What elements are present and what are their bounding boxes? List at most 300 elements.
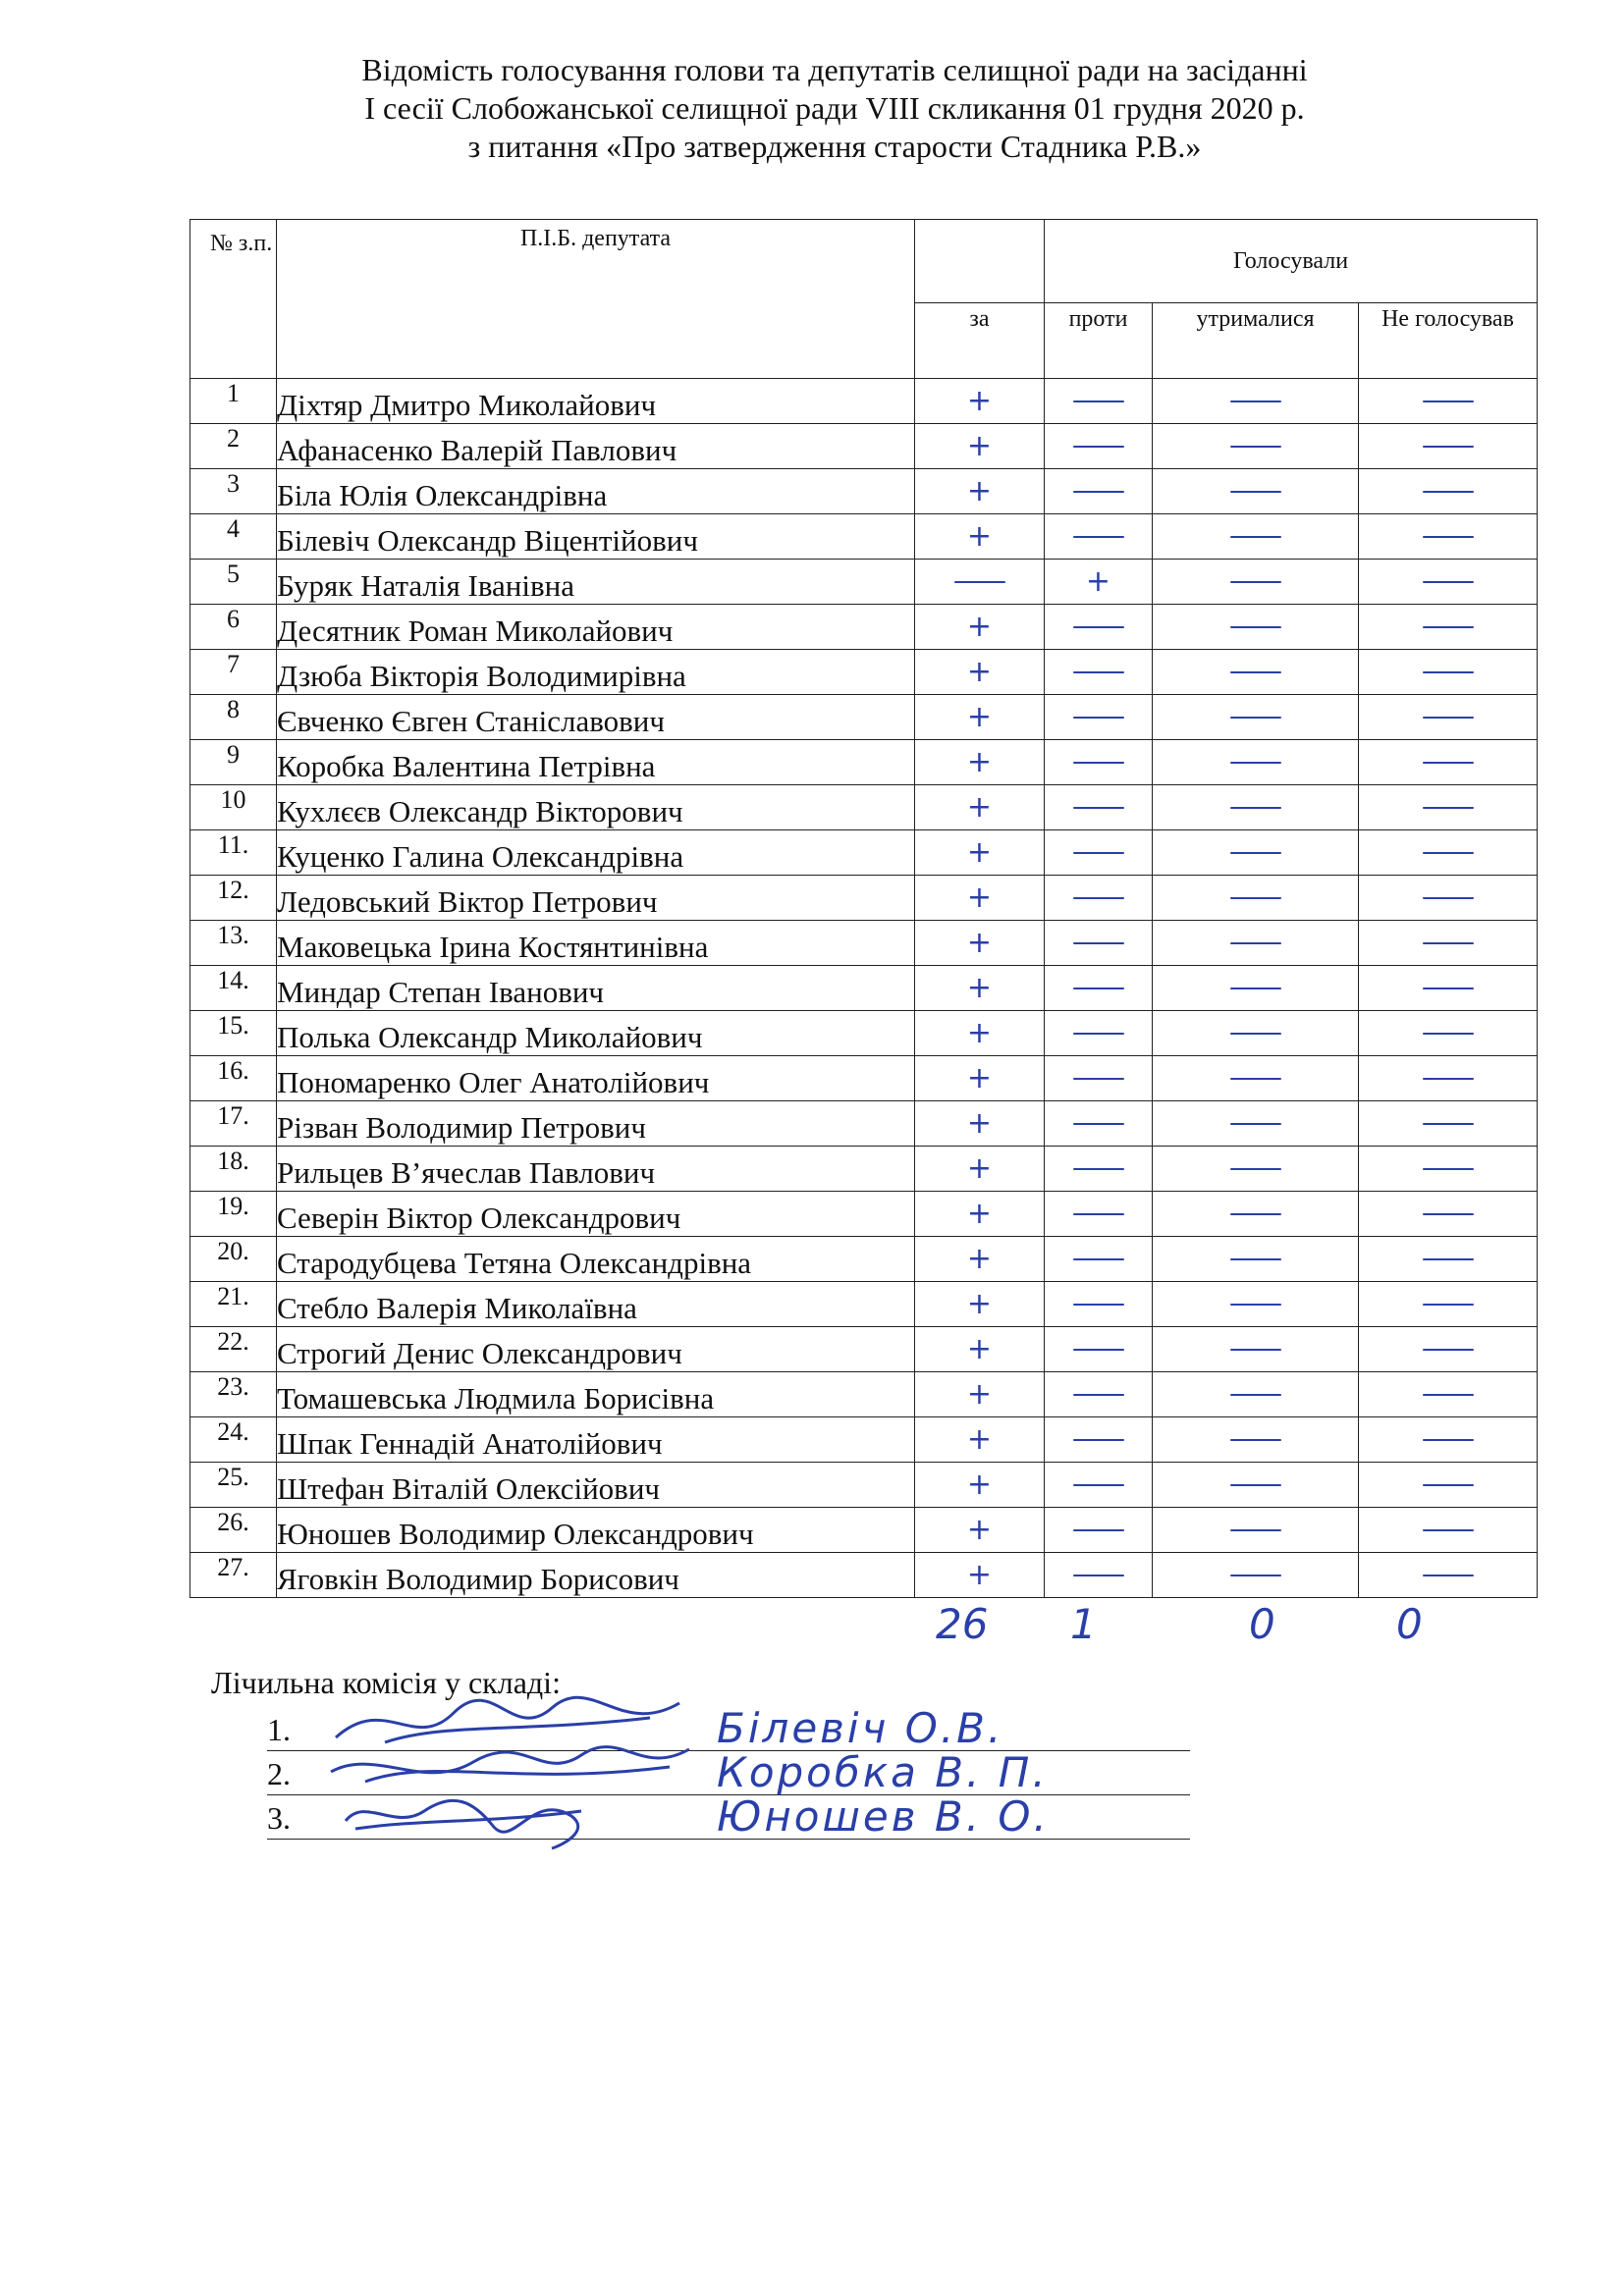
dash-mark-icon [1423,491,1474,493]
dash-mark-icon [1073,536,1124,538]
row-number: 22. [190,1327,277,1372]
header-for: за [915,303,1045,379]
plus-mark-icon: + [966,384,993,418]
dash-mark-icon [1073,671,1124,673]
vote-cell-novote [1359,876,1538,921]
dash-mark-icon [1230,1484,1281,1486]
dash-mark-icon [1423,446,1474,448]
signature-name: Юношев В. О. [717,1792,1050,1841]
vote-cell-against [1045,876,1153,921]
dash-mark-icon [1073,446,1124,448]
table-row [190,1372,1538,1417]
table-row [190,740,1538,785]
vote-cell-abstain [1153,1237,1359,1282]
table-row [190,1147,1538,1192]
vote-cell-novote [1359,1327,1538,1372]
dash-mark-icon [1073,1123,1124,1125]
dash-mark-icon [1423,671,1474,673]
table-row [190,1553,1538,1598]
dash-mark-icon [1230,1349,1281,1351]
row-number: 9 [190,740,277,785]
dash-mark-icon [1423,1349,1474,1351]
dash-mark-icon [1073,1304,1124,1306]
table-row [190,1282,1538,1327]
table-row [190,1508,1538,1553]
vote-cell-novote [1359,1192,1538,1237]
dash-mark-icon [1073,942,1124,944]
dash-mark-icon [1423,942,1474,944]
vote-cell-for [915,1192,1045,1237]
vote-cell-novote [1359,830,1538,876]
dash-mark-icon [1073,1575,1124,1576]
dash-mark-icon [1423,626,1474,628]
heading-line-3: з питання «Про затвердження старости Стадника Р.В.» [467,129,1202,164]
dash-mark-icon [1230,762,1281,764]
vote-cell-for [915,379,1045,424]
vote-cell-novote [1359,469,1538,514]
row-number: 21. [190,1282,277,1327]
vote-cell-abstain [1153,424,1359,469]
vote-cell-novote [1359,1553,1538,1598]
vote-cell-novote [1359,740,1538,785]
vote-cell-against [1045,1192,1153,1237]
row-number: 2 [190,424,277,469]
vote-cell-for [915,695,1045,740]
vote-cell-for [915,876,1045,921]
dash-mark-icon [1230,1123,1281,1125]
vote-cell-novote [1359,1011,1538,1056]
vote-cell-novote [1359,1282,1538,1327]
dash-mark-icon [1230,1439,1281,1441]
plus-mark-icon: + [966,655,993,689]
vote-cell-abstain [1153,921,1359,966]
dash-mark-icon [954,581,1005,583]
header-against: проти [1045,303,1153,379]
plus-mark-icon: + [966,1197,993,1231]
plus-mark-icon: + [966,1242,993,1276]
vote-cell-against [1045,830,1153,876]
dash-mark-icon [1230,671,1281,673]
vote-cell-against [1045,1282,1153,1327]
row-number: 6 [190,605,277,650]
vote-cell-novote [1359,1237,1538,1282]
plus-mark-icon: + [966,1106,993,1141]
row-number: 4 [190,514,277,560]
plus-mark-icon: + [966,1468,993,1502]
dash-mark-icon [1423,1033,1474,1035]
deputy-name: Полька Олександр Миколайович [277,1011,915,1056]
table-row [190,1327,1538,1372]
deputy-name: Євченко Євген Станіславович [277,695,915,740]
dash-mark-icon [1073,1078,1124,1080]
table-row [190,1011,1538,1056]
dash-mark-icon [1230,1575,1281,1576]
deputy-name: Северін Віктор Олександрович [277,1192,915,1237]
document-heading [196,51,1473,166]
vote-cell-novote [1359,1508,1538,1553]
total-abstain: 0 [1249,1600,1275,1648]
deputy-name: Коробка Валентина Петрівна [277,740,915,785]
vote-cell-for [915,1508,1045,1553]
vote-cell-against [1045,560,1153,605]
dash-mark-icon [1073,1484,1124,1486]
deputy-name: Штефан Віталій Олексійович [277,1463,915,1508]
vote-cell-for [915,1372,1045,1417]
plus-mark-icon: + [966,1332,993,1366]
deputy-name: Кухлєєв Олександр Вікторович [277,785,915,830]
dash-mark-icon [1073,717,1124,719]
plus-mark-icon: + [966,1377,993,1412]
vote-cell-novote [1359,1056,1538,1101]
deputy-name: Стародубцева Тетяна Олександрівна [277,1237,915,1282]
table-row [190,650,1538,695]
table-row [190,1101,1538,1147]
dash-mark-icon [1230,807,1281,809]
vote-cell-against [1045,379,1153,424]
vote-cell-abstain [1153,876,1359,921]
table-row [190,785,1538,830]
vote-cell-abstain [1153,1372,1359,1417]
header-abstain: утрималися [1153,303,1359,379]
vote-cell-abstain [1153,1192,1359,1237]
header-voted: Голосували [1045,220,1538,303]
vote-cell-abstain [1153,1056,1359,1101]
dash-mark-icon [1073,1394,1124,1396]
dash-mark-icon [1423,1078,1474,1080]
row-number: 27. [190,1553,277,1598]
header-number: № з.п. [190,220,277,379]
deputy-name: Афанасенко Валерій Павлович [277,424,915,469]
row-number: 18. [190,1147,277,1192]
row-number: 3 [190,469,277,514]
dash-mark-icon [1423,988,1474,989]
vote-cell-against [1045,1508,1153,1553]
total-not-voted: 0 [1396,1600,1423,1648]
vote-cell-novote [1359,1147,1538,1192]
commission-label: Лічильна комісія у складі: [211,1665,561,1700]
dash-mark-icon [1230,581,1281,583]
dash-mark-icon [1230,852,1281,854]
dash-mark-icon [1423,1123,1474,1125]
row-number: 11. [190,830,277,876]
heading-line-2: І сесії Слобожанської селищної ради VIII скликання 01 грудня 2020 р. [364,90,1305,126]
table-row [190,1192,1538,1237]
dash-mark-icon [1073,762,1124,764]
plus-mark-icon: + [966,1287,993,1321]
table-row [190,876,1538,921]
dash-mark-icon [1073,1439,1124,1441]
vote-cell-abstain [1153,379,1359,424]
vote-cell-abstain [1153,1147,1359,1192]
vote-cell-against [1045,1463,1153,1508]
vote-cell-against [1045,650,1153,695]
plus-mark-icon: + [966,790,993,825]
dash-mark-icon [1423,1304,1474,1306]
row-number: 14. [190,966,277,1011]
table-row [190,1463,1538,1508]
deputy-name: Стебло Валерія Миколаївна [277,1282,915,1327]
dash-mark-icon [1423,762,1474,764]
vote-cell-against [1045,966,1153,1011]
plus-mark-icon: + [966,926,993,960]
plus-mark-icon: + [966,519,993,554]
vote-cell-abstain [1153,966,1359,1011]
deputy-name: Біла Юлія Олександрівна [277,469,915,514]
row-number: 10 [190,785,277,830]
table-row [190,1417,1538,1463]
vote-cell-against [1045,921,1153,966]
dash-mark-icon [1073,1213,1124,1215]
vote-cell-abstain [1153,1417,1359,1463]
signature-number: 2. [267,1756,291,1791]
plus-mark-icon: + [966,881,993,915]
table-row [190,379,1538,424]
vote-cell-abstain [1153,469,1359,514]
vote-cell-abstain [1153,1011,1359,1056]
vote-cell-novote [1359,1372,1538,1417]
table-row [190,424,1538,469]
vote-cell-against [1045,1417,1153,1463]
dash-mark-icon [1073,400,1124,402]
plus-mark-icon: + [966,1061,993,1095]
row-number: 19. [190,1192,277,1237]
dash-mark-icon [1073,897,1124,899]
header-blank [915,220,1045,303]
dash-mark-icon [1073,1168,1124,1170]
signature-name: Білевіч О.В. [717,1704,1004,1752]
dash-mark-icon [1230,1033,1281,1035]
row-number: 12. [190,876,277,921]
vote-cell-for [915,560,1045,605]
dash-mark-icon [1230,491,1281,493]
vote-cell-against [1045,785,1153,830]
vote-cell-novote [1359,966,1538,1011]
vote-cell-for [915,605,1045,650]
vote-cell-against [1045,1327,1153,1372]
dash-mark-icon [1423,536,1474,538]
dash-mark-icon [1423,717,1474,719]
dash-mark-icon [1423,807,1474,809]
table-row [190,560,1538,605]
table-row [190,1237,1538,1282]
deputy-name: Буряк Наталія Іванівна [277,560,915,605]
dash-mark-icon [1230,897,1281,899]
table-row [190,469,1538,514]
deputy-name: Миндар Степан Іванович [277,966,915,1011]
dash-mark-icon [1423,852,1474,854]
table-row [190,514,1538,560]
row-number: 26. [190,1508,277,1553]
dash-mark-icon [1230,1258,1281,1260]
deputy-name: Шпак Геннадій Анатолійович [277,1417,915,1463]
deputy-name: Юношев Володимир Олександрович [277,1508,915,1553]
dash-mark-icon [1230,400,1281,402]
dash-mark-icon [1230,942,1281,944]
dash-mark-icon [1073,626,1124,628]
dash-mark-icon [1423,1484,1474,1486]
vote-cell-for [915,1011,1045,1056]
dash-mark-icon [1230,626,1281,628]
deputy-name: Яговкін Володимир Борисович [277,1553,915,1598]
dash-mark-icon [1073,1349,1124,1351]
plus-mark-icon: + [966,971,993,1005]
vote-totals [0,1600,1624,1659]
signature-mark-icon [326,1772,699,1850]
vote-cell-novote [1359,424,1538,469]
dash-mark-icon [1423,1529,1474,1531]
vote-cell-against [1045,1147,1153,1192]
row-number: 15. [190,1011,277,1056]
vote-cell-for [915,514,1045,560]
signature-number: 3. [267,1800,291,1836]
dash-mark-icon [1073,852,1124,854]
total-for: 26 [936,1600,989,1648]
vote-cell-for [915,1282,1045,1327]
dash-mark-icon [1230,1394,1281,1396]
plus-mark-icon: + [966,1422,993,1457]
row-number: 24. [190,1417,277,1463]
voting-table [189,219,1538,1598]
vote-cell-abstain [1153,605,1359,650]
vote-cell-novote [1359,1463,1538,1508]
row-number: 5 [190,560,277,605]
deputy-name: Різван Володимир Петрович [277,1101,915,1147]
vote-cell-abstain [1153,1553,1359,1598]
row-number: 13. [190,921,277,966]
plus-mark-icon: + [966,1513,993,1547]
vote-cell-against [1045,1011,1153,1056]
deputy-name: Куценко Галина Олександрівна [277,830,915,876]
deputy-name: Дзюба Вікторія Володимирівна [277,650,915,695]
vote-cell-abstain [1153,1463,1359,1508]
vote-cell-for [915,921,1045,966]
vote-cell-novote [1359,650,1538,695]
vote-cell-abstain [1153,1508,1359,1553]
dash-mark-icon [1423,400,1474,402]
deputy-name: Ледовський Віктор Петрович [277,876,915,921]
deputy-name: Томашевська Людмила Борисівна [277,1372,915,1417]
dash-mark-icon [1073,988,1124,989]
deputy-name: Строгий Денис Олександрович [277,1327,915,1372]
vote-cell-abstain [1153,830,1359,876]
deputy-name: Пономаренко Олег Анатолійович [277,1056,915,1101]
signature-number: 1. [267,1712,291,1747]
plus-mark-icon: + [966,1151,993,1186]
deputy-name: Діхтяр Дмитро Миколайович [277,379,915,424]
deputy-name: Білевіч Олександр Віцентійович [277,514,915,560]
table-row [190,830,1538,876]
plus-mark-icon: + [966,429,993,463]
header-deputy-name: П.І.Б. депутата [277,220,915,379]
total-against: 1 [1070,1600,1097,1648]
vote-cell-for [915,1327,1045,1372]
vote-cell-against [1045,424,1153,469]
dash-mark-icon [1423,1213,1474,1215]
vote-cell-novote [1359,560,1538,605]
vote-cell-against [1045,1101,1153,1147]
row-number: 17. [190,1101,277,1147]
dash-mark-icon [1073,807,1124,809]
header-not-voted: Не голосував [1359,303,1538,379]
vote-cell-abstain [1153,1101,1359,1147]
vote-cell-against [1045,605,1153,650]
vote-cell-abstain [1153,560,1359,605]
row-number: 1 [190,379,277,424]
vote-cell-abstain [1153,695,1359,740]
dash-mark-icon [1230,536,1281,538]
dash-mark-icon [1073,1033,1124,1035]
vote-cell-novote [1359,605,1538,650]
plus-mark-icon: + [966,745,993,779]
dash-mark-icon [1423,1258,1474,1260]
plus-mark-icon: + [966,1016,993,1050]
dash-mark-icon [1230,717,1281,719]
table-row [190,695,1538,740]
vote-cell-abstain [1153,785,1359,830]
row-number: 23. [190,1372,277,1417]
plus-mark-icon: + [966,835,993,870]
table-row [190,966,1538,1011]
vote-cell-abstain [1153,1282,1359,1327]
vote-cell-against [1045,514,1153,560]
row-number: 20. [190,1237,277,1282]
voting-table-body [190,379,1538,1598]
row-number: 25. [190,1463,277,1508]
signature-name: Коробка В. П. [717,1748,1049,1796]
vote-cell-novote [1359,785,1538,830]
dash-mark-icon [1230,988,1281,989]
plus-mark-icon: + [966,700,993,734]
vote-cell-against [1045,1237,1153,1282]
dash-mark-icon [1230,1304,1281,1306]
vote-cell-for [915,1463,1045,1508]
dash-mark-icon [1073,491,1124,493]
vote-cell-for [915,1417,1045,1463]
dash-mark-icon [1423,1575,1474,1576]
dash-mark-icon [1230,1529,1281,1531]
vote-cell-for [915,785,1045,830]
table-row [190,605,1538,650]
dash-mark-icon [1073,1258,1124,1260]
dash-mark-icon [1423,581,1474,583]
vote-cell-abstain [1153,1327,1359,1372]
dash-mark-icon [1423,1439,1474,1441]
vote-cell-for [915,1056,1045,1101]
vote-cell-against [1045,469,1153,514]
vote-cell-novote [1359,1417,1538,1463]
vote-cell-for [915,830,1045,876]
plus-mark-icon: + [966,1558,993,1592]
vote-cell-novote [1359,1101,1538,1147]
vote-cell-novote [1359,695,1538,740]
vote-cell-abstain [1153,514,1359,560]
deputy-name: Рильцев В’ячеслав Павлович [277,1147,915,1192]
dash-mark-icon [1230,446,1281,448]
vote-cell-for [915,424,1045,469]
vote-cell-against [1045,740,1153,785]
vote-cell-for [915,650,1045,695]
vote-cell-abstain [1153,740,1359,785]
row-number: 7 [190,650,277,695]
vote-cell-against [1045,1372,1153,1417]
vote-cell-for [915,1147,1045,1192]
vote-cell-novote [1359,379,1538,424]
dash-mark-icon [1073,1529,1124,1531]
vote-cell-for [915,1237,1045,1282]
vote-cell-novote [1359,921,1538,966]
vote-cell-for [915,966,1045,1011]
vote-cell-for [915,1101,1045,1147]
